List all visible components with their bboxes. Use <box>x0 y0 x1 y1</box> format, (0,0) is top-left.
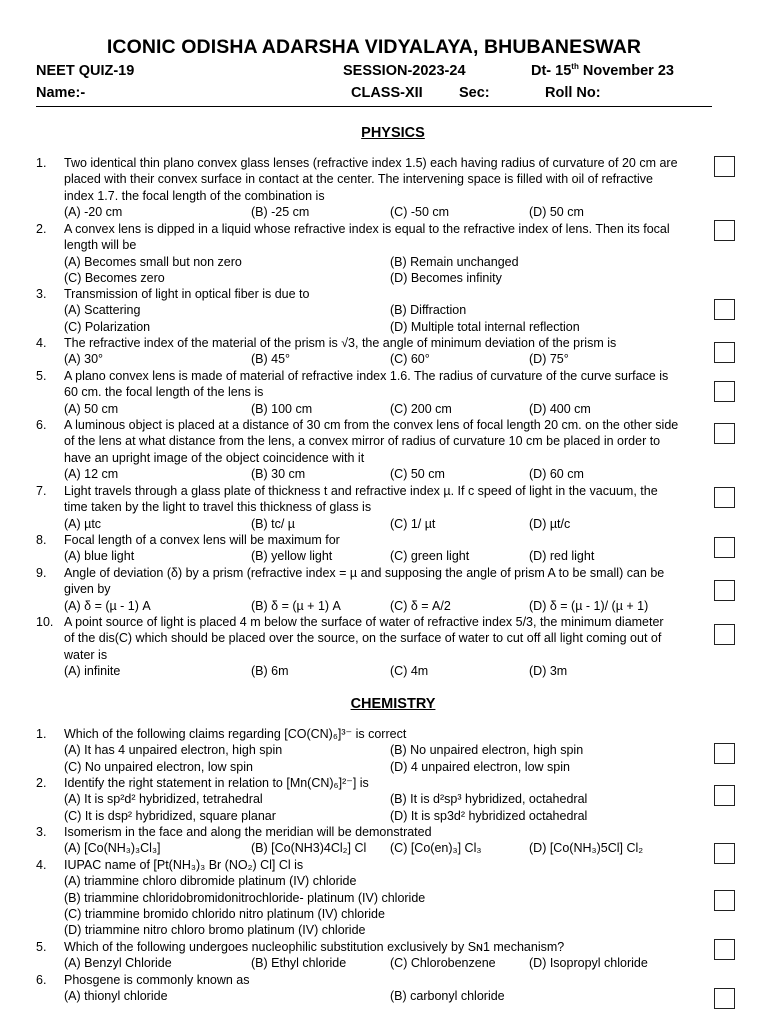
chemistry-q5-text: Which of the following undergoes nucleophilic substitution exclusively by Sɴ1 mechanism? <box>64 940 565 954</box>
physics-q4-option-a: (A) 30° <box>64 352 104 367</box>
chemistry-q6-text: Phosgene is commonly known as <box>64 973 250 987</box>
physics-q1-text: index 1.7. the focal length of the combination is <box>64 188 325 203</box>
chemistry-q5-number: 5. <box>36 940 47 954</box>
chemistry-q2-option-c: (C) It is dsp² hybridized, square planar <box>64 808 276 823</box>
chemistry-q1-option-b: (B) No unpaired electron, high spin <box>390 743 584 758</box>
physics-q10-text: of the dis(C) which should be placed over the source, on the surface of water to cut off all light coming out of <box>64 631 662 646</box>
physics-q3-option-c: (C) Polarization <box>64 319 151 334</box>
physics-q1-option-b: (B) -25 cm <box>251 204 310 219</box>
physics-q6-text: of the lens at what distance from the lens, a convex mirror of radius of curvature 10 cm be placed in order to <box>64 434 661 449</box>
physics-q6-number: 6. <box>36 418 47 432</box>
chemistry-q5-answer-box[interactable] <box>714 939 735 960</box>
physics-q10-option-c: (C) 4m <box>390 663 429 678</box>
chemistry-q5-option-d: (D) Isopropyl chloride <box>529 956 648 971</box>
chemistry-q3-number: 3. <box>36 825 47 839</box>
physics-q3-number: 3. <box>36 287 47 301</box>
chemistry-q3-option-b: (B) [Co(NH3)4Cl₂] Cl <box>251 841 367 856</box>
physics-section-title: PHYSICS <box>361 125 425 141</box>
chemistry-section-title: CHEMISTRY <box>350 696 436 712</box>
physics-q1-number: 1. <box>36 156 47 170</box>
physics-q1-option-c: (C) -50 cm <box>390 204 450 219</box>
physics-q5-answer-box[interactable] <box>714 381 735 402</box>
quiz-title: NEET QUIZ-19 <box>36 63 135 79</box>
chemistry-q4-option-a: (A) triammine chloro dibromide platinum (IV) chloride <box>64 874 357 889</box>
physics-q3-option-d: (D) Multiple total internal reflection <box>390 319 580 334</box>
chemistry-q6-option-a: (A) thionyl chloride <box>64 989 168 1004</box>
physics-q9-option-b: (B) δ = (µ + 1) A <box>251 598 341 613</box>
chemistry-q2-text: Identify the right statement in relation to [Mn(CN)₆]²⁻] is <box>64 776 369 790</box>
physics-q10-option-b: (B) 6m <box>251 663 289 678</box>
roll-no-label: Roll No: <box>545 85 601 101</box>
physics-q10-number: 10. <box>36 615 54 629</box>
physics-q7-option-b: (B) tc/ µ <box>251 516 296 531</box>
physics-q5-option-a: (A) 50 cm <box>64 401 119 416</box>
section-label: Sec: <box>459 85 490 101</box>
physics-q2-text: length will be <box>64 238 137 253</box>
physics-q9-text: given by <box>64 582 111 597</box>
physics-q3-answer-box[interactable] <box>714 299 735 320</box>
chemistry-q1-number: 1. <box>36 727 47 741</box>
chemistry-q6-answer-box[interactable] <box>714 988 735 1009</box>
physics-q5-number: 5. <box>36 369 47 383</box>
physics-q1-text: Two identical thin plano convex glass lenses (refractive index 1.5) each having radius of curvature of 20 cm are <box>64 156 678 170</box>
name-field-label: Name:- <box>36 85 86 101</box>
physics-q8-option-d: (D) red light <box>529 549 595 564</box>
physics-q5-text: A plano convex lens is made of material of refractive index 1.6. The radius of curvature of the curve surface is <box>64 369 669 383</box>
physics-q9-option-a: (A) δ = (µ - 1) A <box>64 598 151 613</box>
chemistry-q4-option-d: (D) triammine nitro chloro bromo platinum (IV) chloride <box>64 923 366 938</box>
physics-q1-option-a: (A) -20 cm <box>64 204 123 219</box>
physics-q2-text: A convex lens is dipped in a liquid whose refractive index is equal to the refractive index of lens. Then its focal <box>64 222 670 236</box>
physics-q7-number: 7. <box>36 484 47 498</box>
physics-q10-option-a: (A) infinite <box>64 663 121 678</box>
physics-q2-option-a: (A) Becomes small but non zero <box>64 254 242 269</box>
chemistry-q4-option-c: (C) triammine bromido chlorido nitro platinum (IV) chloride <box>64 906 385 921</box>
physics-q4-answer-box[interactable] <box>714 342 735 363</box>
chemistry-q1-option-d: (D) 4 unpaired electron, low spin <box>390 759 570 774</box>
physics-q6-option-d: (D) 60 cm <box>529 466 584 481</box>
physics-q5-option-c: (C) 200 cm <box>390 401 452 416</box>
physics-q9-number: 9. <box>36 566 47 580</box>
physics-q2-answer-box[interactable] <box>714 220 735 241</box>
physics-q5-text: 60 cm. the focal length of the lens is <box>64 385 264 400</box>
chemistry-q5-option-b: (B) Ethyl chloride <box>251 956 347 971</box>
chemistry-q1-answer-box[interactable] <box>714 743 735 764</box>
class-label: CLASS-XII <box>351 85 423 101</box>
physics-q7-answer-box[interactable] <box>714 487 735 508</box>
physics-q6-text: A luminous object is placed at a distance of 30 cm from the convex lens of focal length 20 cm. on the other side <box>64 418 679 432</box>
physics-q4-option-b: (B) 45° <box>251 352 291 367</box>
chemistry-q2-answer-box[interactable] <box>714 785 735 806</box>
chemistry-q2-option-d: (D) It is sp3d² hybridized octahedral <box>390 808 588 823</box>
chemistry-q5-option-c: (C) Chlorobenzene <box>390 956 496 971</box>
chemistry-q2-option-a: (A) It is sp²d² hybridized, tetrahedral <box>64 792 263 807</box>
physics-q9-option-c: (C) δ = A/2 <box>390 598 451 613</box>
physics-q10-option-d: (D) 3m <box>529 663 568 678</box>
physics-q2-option-d: (D) Becomes infinity <box>390 270 502 285</box>
school-name: ICONIC ODISHA ADARSHA VIDYALAYA, BHUBANESWAR <box>106 36 642 58</box>
chemistry-q3-answer-box[interactable] <box>714 843 735 864</box>
physics-q9-option-d: (D) δ = (µ - 1)/ (µ + 1) <box>529 598 649 613</box>
chemistry-q2-option-b: (B) It is d²sp³ hybridized, octahedral <box>390 792 588 807</box>
physics-q8-number: 8. <box>36 533 47 547</box>
physics-q8-option-c: (C) green light <box>390 549 470 564</box>
physics-q4-option-d: (D) 75° <box>529 352 569 367</box>
physics-q6-option-b: (B) 30 cm <box>251 466 306 481</box>
physics-q2-option-b: (B) Remain unchanged <box>390 254 519 269</box>
physics-q5-option-b: (B) 100 cm <box>251 401 313 416</box>
physics-q6-option-c: (C) 50 cm <box>390 466 445 481</box>
chemistry-q3-option-a: (A) [Co(NH₃)₃Cl₃] <box>64 841 161 856</box>
physics-q7-text: time taken by the light to travel this thickness of glass is <box>64 500 372 515</box>
physics-q1-option-d: (D) 50 cm <box>529 204 584 219</box>
chemistry-q6-option-b: (B) carbonyl chloride <box>390 989 505 1004</box>
chemistry-q1-text: Which of the following claims regarding [CO(CN)₆]³⁻ is correct <box>64 727 407 741</box>
chemistry-q4-option-b: (B) triammine chloridobromidonitrochloride- platinum (IV) chloride <box>64 890 426 905</box>
physics-q5-option-d: (D) 400 cm <box>529 401 591 416</box>
physics-q4-option-c: (C) 60° <box>390 352 430 367</box>
physics-q8-text: Focal length of a convex lens will be maximum for <box>64 533 340 547</box>
physics-q10-text: A point source of light is placed 4 m below the surface of water of refractive index 5/3, the minimum diameter <box>64 615 664 629</box>
physics-q9-answer-box[interactable] <box>714 580 735 601</box>
physics-q7-option-d: (D) µt/c <box>529 516 571 531</box>
chemistry-q3-option-d: (D) [Co(NH₃)5Cl] Cl₂ <box>529 841 644 856</box>
chemistry-q1-option-c: (C) No unpaired electron, low spin <box>64 759 253 774</box>
physics-q7-option-a: (A) µtc <box>64 516 102 531</box>
chemistry-q2-number: 2. <box>36 776 47 790</box>
physics-q2-number: 2. <box>36 222 47 236</box>
physics-q2-option-c: (C) Becomes zero <box>64 270 165 285</box>
chemistry-q3-text: Isomerism in the face and along the meridian will be demonstrated <box>64 825 432 839</box>
physics-q8-option-a: (A) blue light <box>64 549 135 564</box>
chemistry-q1-option-a: (A) It has 4 unpaired electron, high spin <box>64 743 283 758</box>
physics-q6-answer-box[interactable] <box>714 423 735 444</box>
header-divider <box>36 106 712 107</box>
chemistry-q5-option-a: (A) Benzyl Chloride <box>64 956 172 971</box>
physics-q1-answer-box[interactable] <box>714 156 735 177</box>
date: Dt- 15th November 23 <box>531 62 674 79</box>
physics-q4-text: The refractive index of the material of the prism is √3, the angle of minimum deviation of the prism is <box>64 336 617 350</box>
physics-q6-option-a: (A) 12 cm <box>64 466 119 481</box>
physics-q7-text: Light travels through a glass plate of thickness t and refractive index µ. If c speed of light in the vacuum, the <box>64 484 658 498</box>
physics-q4-number: 4. <box>36 336 47 350</box>
physics-q8-option-b: (B) yellow light <box>251 549 333 564</box>
physics-q7-option-c: (C) 1/ µt <box>390 516 436 531</box>
chemistry-q6-number: 6. <box>36 973 47 987</box>
physics-q9-text: Angle of deviation (δ) by a prism (refractive index = µ and supposing the angle of prism A to be small) can be <box>64 566 665 580</box>
physics-q8-answer-box[interactable] <box>714 537 735 558</box>
physics-q3-text: Transmission of light in optical fiber is due to <box>64 287 310 301</box>
physics-q3-option-a: (A) Scattering <box>64 303 141 318</box>
physics-q10-text: water is <box>64 647 108 662</box>
chemistry-q4-number: 4. <box>36 858 47 872</box>
physics-q1-text: placed with their convex surface in contact at the center. The intervening space is filled with oil of refractive <box>64 172 653 187</box>
physics-q10-answer-box[interactable] <box>714 624 735 645</box>
chemistry-q4-answer-box[interactable] <box>714 890 735 911</box>
physics-q3-option-b: (B) Diffraction <box>390 303 467 318</box>
physics-q6-text: have an upright image of the object coincidence with it <box>64 450 365 465</box>
session: SESSION-2023-24 <box>343 63 466 79</box>
chemistry-q3-option-c: (C) [Co(en)₃] Cl₃ <box>390 841 482 856</box>
chemistry-q4-text: IUPAC name of [Pt(NH₃)₃ Br (NO₂) Cl] Cl is <box>64 858 304 872</box>
